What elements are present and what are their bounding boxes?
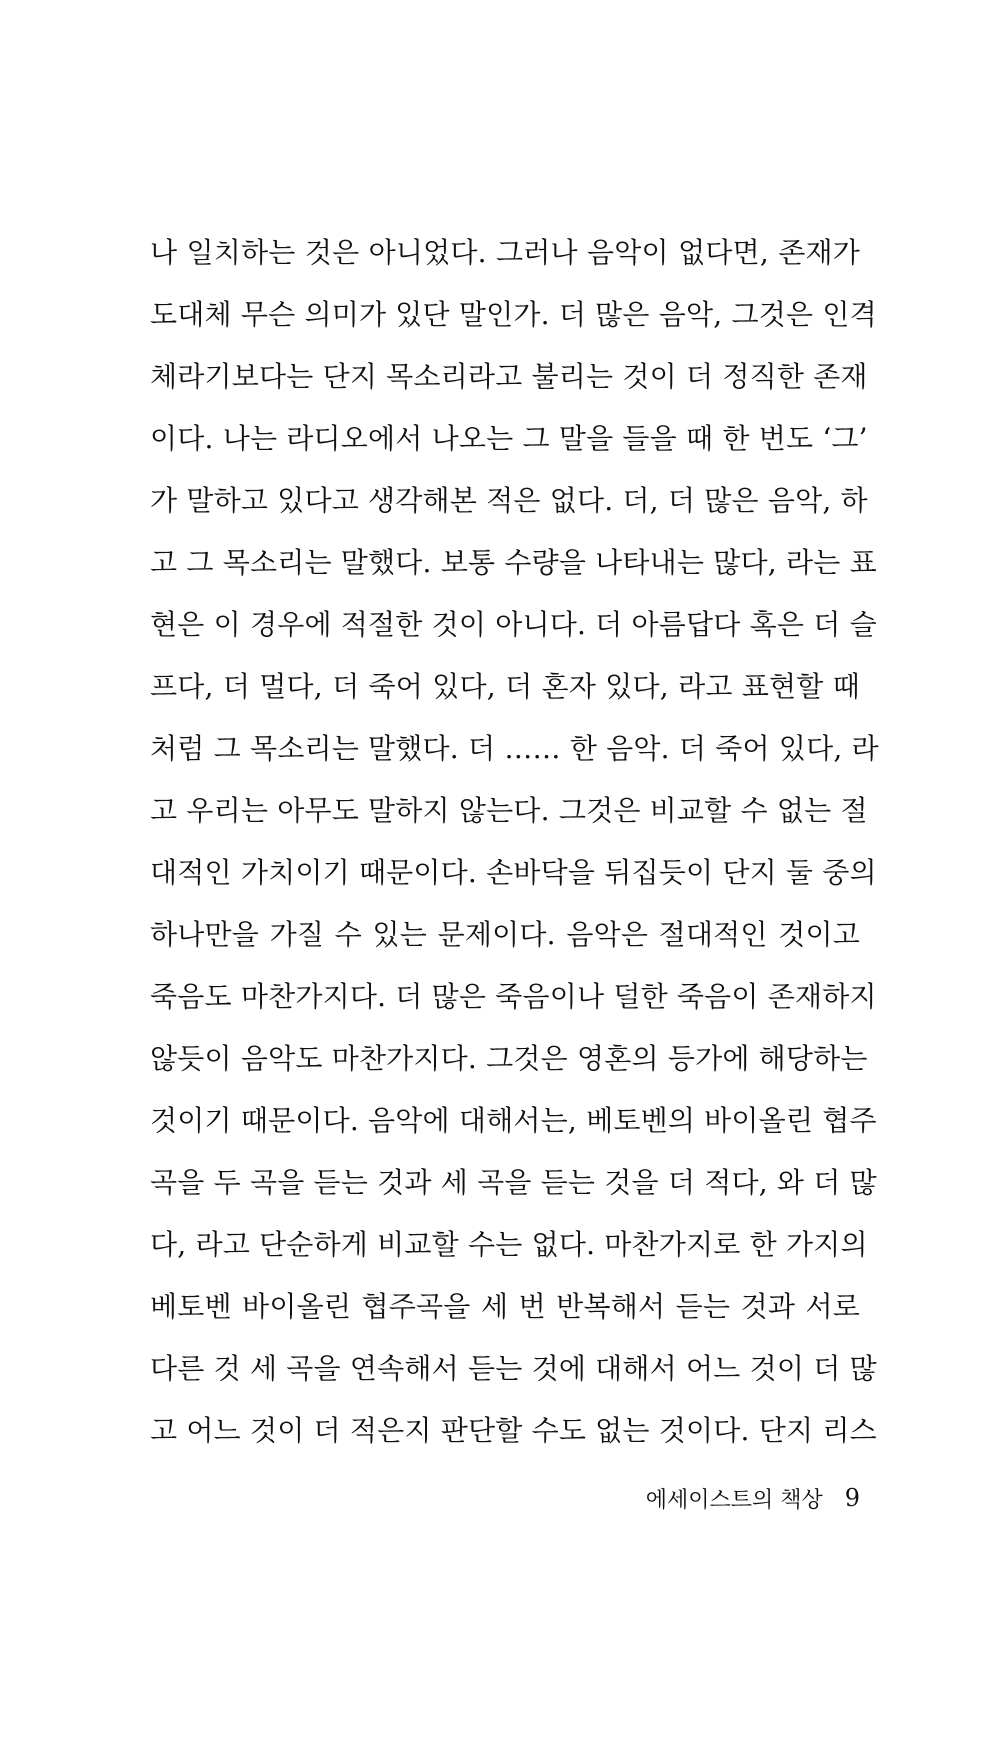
text-line: 처럼 그 목소리는 말했다. 더 …… 한 음악. 더 죽어 있다, 라 — [150, 732, 879, 765]
text-line: 고 우리는 아무도 말하지 않는다. 그것은 비교할 수 없는 절 — [150, 794, 868, 827]
text-line: 것이기 때문이다. 음악에 대해서는, 베토벤의 바이올린 협주 — [150, 1104, 877, 1137]
body-text — [150, 222, 879, 1462]
text-line: 다른 것 세 곡을 연속해서 듣는 것에 대해서 어느 것이 더 많 — [150, 1352, 877, 1385]
text-line: 다, 라고 단순하게 비교할 수는 없다. 마찬가지로 한 가지의 — [150, 1228, 868, 1261]
text-line: 현은 이 경우에 적절한 것이 아니다. 더 아름답다 혹은 더 슬 — [150, 608, 877, 641]
text-line: 대적인 가치이기 때문이다. 손바닥을 뒤집듯이 단지 둘 중의 — [150, 856, 877, 889]
text-line: 죽음도 마찬가지다. 더 많은 죽음이나 덜한 죽음이 존재하지 — [150, 980, 877, 1013]
text-line: 프다, 더 멀다, 더 죽어 있다, 더 혼자 있다, 라고 표현할 때 — [150, 670, 860, 703]
text-line: 베토벤 바이올린 협주곡을 세 번 반복해서 듣는 것과 서로 — [150, 1290, 860, 1323]
text-line: 고 어느 것이 더 적은지 판단할 수도 없는 것이다. 단지 리스 — [150, 1414, 877, 1447]
text-line: 곡을 두 곡을 듣는 것과 세 곡을 듣는 것을 더 적다, 와 더 많 — [150, 1166, 877, 1199]
running-title: 에세이스트의 책상 — [645, 1487, 823, 1513]
page-number: 9 — [844, 1484, 860, 1512]
text-line: 이다. 나는 라디오에서 나오는 그 말을 들을 때 한 번도 ‘그’ — [150, 422, 868, 455]
text-line: 고 그 목소리는 말했다. 보통 수량을 나타내는 많다, 라는 표 — [150, 546, 877, 579]
text-line: 체라기보다는 단지 목소리라고 불리는 것이 더 정직한 존재 — [150, 360, 868, 393]
text-line: 도대체 무슨 의미가 있단 말인가. 더 많은 음악, 그것은 인격 — [150, 298, 877, 331]
text-line: 않듯이 음악도 마찬가지다. 그것은 영혼의 등가에 해당하는 — [150, 1042, 868, 1075]
page-footer — [560, 1478, 860, 1518]
text-line: 가 말하고 있다고 생각해본 적은 없다. 더, 더 많은 음악, 하 — [150, 484, 868, 517]
text-line: 나 일치하는 것은 아니었다. 그러나 음악이 없다면, 존재가 — [150, 236, 860, 269]
text-line: 하나만을 가질 수 있는 문제이다. 음악은 절대적인 것이고 — [150, 918, 860, 951]
